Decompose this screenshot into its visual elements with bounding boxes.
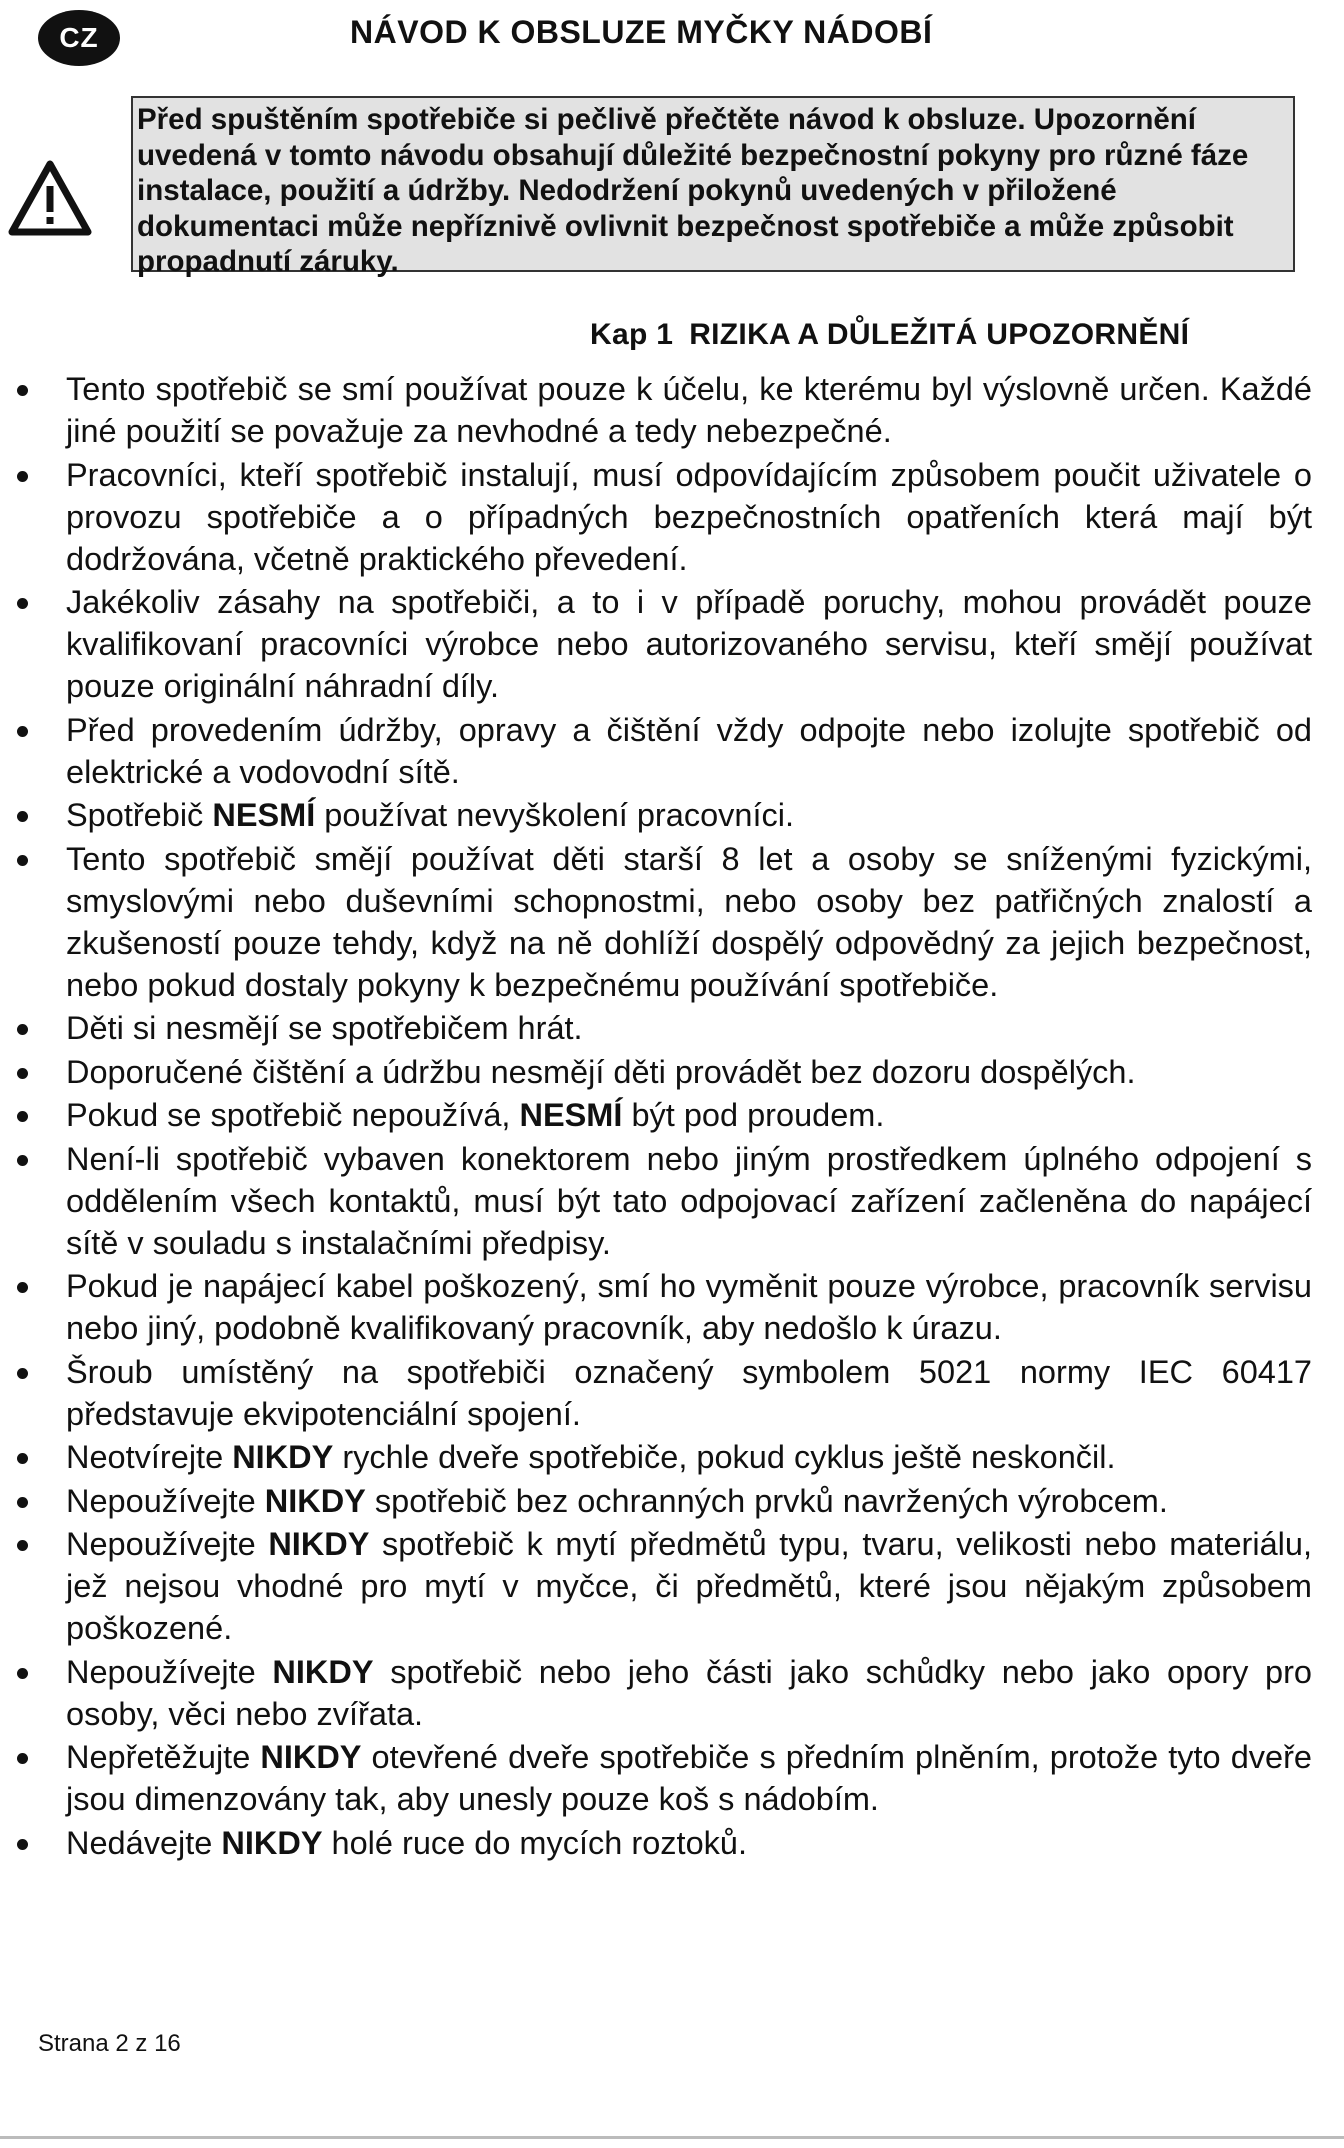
list-item-text: Tento spotřebič smějí používat děti starší 8 let a osoby se sníženými fyzickými, smyslovými nebo duševními schopnostmi, nebo osoby bez patřičných znalostí a zkušeností pouze tehdy, když na ně dohlíží dospělý odpovědný za jejich bezpečnost, nebo pokud dostaly pokyny k bezpečnému používání spotřebiče. <box>66 840 1312 1003</box>
list-item-text: Pokud je napájecí kabel poškozený, smí ho vyměnit pouze výrobce, pracovník servisu nebo jiný, podobně kvalifikovaný pracovník, aby nedošlo k úrazu. <box>66 1268 1312 1346</box>
bullet-icon <box>17 598 28 609</box>
warning-triangle-icon <box>8 160 92 236</box>
list-item-text: holé ruce do mycích roztoků. <box>322 1824 747 1861</box>
list-item <box>0 1480 1312 1522</box>
list-item <box>0 1736 1312 1820</box>
list-item <box>0 1094 1312 1136</box>
bullet-icon <box>17 1155 28 1166</box>
bullet-icon <box>17 855 28 866</box>
bottom-divider <box>0 2136 1344 2139</box>
list-item-text: Nepoužívejte <box>66 1653 273 1690</box>
list-item <box>0 794 1312 836</box>
list-item <box>0 1007 1312 1049</box>
chapter-heading <box>590 318 1189 352</box>
list-item <box>0 1051 1312 1093</box>
list-item-text: Před provedením údržby, opravy a čištění vždy odpojte nebo izolujte spotřebič od elektrické a vodovodní sítě. <box>66 711 1312 790</box>
list-item-text: být pod proudem. <box>622 1097 885 1133</box>
list-item <box>0 1265 1312 1349</box>
bullet-icon <box>17 1839 28 1850</box>
bullet-icon <box>17 726 28 737</box>
bullet-icon <box>17 1497 28 1508</box>
bullet-icon <box>17 385 28 396</box>
list-item-text: Spotřebič <box>66 797 213 833</box>
chapter-number: Kap 1 <box>590 318 674 351</box>
list-item <box>0 1822 1312 1864</box>
bullet-icon <box>17 811 28 822</box>
emphasis-text: NIKDY <box>221 1824 323 1861</box>
bullet-icon <box>17 1453 28 1464</box>
bullet-icon <box>17 1668 28 1679</box>
list-item-text: otevřené dveře spotřebiče s předním plněním, protože tyto dveře jsou dimenzovány tak, aby unesly pouze koš s nádobím. <box>66 1739 1312 1817</box>
list-item <box>0 368 1312 452</box>
list-item-text: Nepoužívejte <box>66 1526 269 1562</box>
bullet-icon <box>17 471 28 482</box>
safety-rules-list <box>0 368 1312 1865</box>
list-item-text: Tento spotřebič se smí používat pouze k účelu, ke kterému byl výslovně určen. Každé jiné použití se považuje za nevhodné a tedy nebezpečné. <box>66 371 1312 449</box>
list-item-text: spotřebič nebo jeho části jako schůdky nebo jako opory pro osoby, věci nebo zvířata. <box>66 1653 1312 1732</box>
emphasis-text: NIKDY <box>272 1653 374 1690</box>
list-item-text: Nedávejte <box>66 1824 222 1861</box>
emphasis-text: NESMÍ <box>212 797 316 833</box>
list-item-text: Nepřetěžujte <box>66 1739 261 1775</box>
bullet-icon <box>17 1111 28 1122</box>
list-item <box>0 1436 1312 1478</box>
list-item-text: spotřebič bez ochranných prvků navržených výrobcem. <box>365 1482 1168 1519</box>
chapter-title: RIZIKA A DŮLEŽITÁ UPOZORNĚNÍ <box>689 318 1190 351</box>
safety-warning-box <box>131 96 1295 278</box>
list-item <box>0 1351 1312 1435</box>
list-item-text: Doporučené čištění a údržbu nesmějí děti provádět bez dozoru dospělých. <box>66 1053 1136 1090</box>
list-item-text: Děti si nesmějí se spotřebičem hrát. <box>66 1010 583 1046</box>
list-item-text: Šroub umístěný na spotřebiči označený symbolem 5021 normy IEC 60417 představuje ekvipotenciální spojení. <box>66 1353 1312 1432</box>
list-item-text: spotřebič k mytí předmětů typu, tvaru, velikosti nebo materiálu, jež nejsou vhodné pro mytí v myčce, či předmětů, které jsou nějakým způsobem poškozené. <box>66 1526 1312 1646</box>
list-item-text: Pokud se spotřebič nepoužívá, <box>66 1097 520 1133</box>
emphasis-text: NIKDY <box>232 1439 334 1475</box>
language-badge: CZ <box>38 10 120 66</box>
emphasis-text: NIKDY <box>260 1739 362 1775</box>
emphasis-text: NIKDY <box>268 1526 370 1562</box>
emphasis-text: NIKDY <box>264 1482 366 1519</box>
list-item <box>0 838 1312 1006</box>
list-item-text: používat nevyškolení pracovníci. <box>315 797 795 833</box>
list-item <box>0 709 1312 793</box>
list-item-text: Není-li spotřebič vybaven konektorem nebo jiným prostředkem úplného odpojení s oddělením všech kontaktů, musí být tato odpojovací zařízení začleněna do napájecí sítě v souladu s instalačními předpisy. <box>66 1140 1312 1261</box>
list-item-text: Nepoužívejte <box>66 1482 265 1519</box>
list-item <box>0 581 1312 707</box>
emphasis-text: NESMÍ <box>519 1097 623 1133</box>
list-item <box>0 1523 1312 1649</box>
bullet-icon <box>17 1282 28 1293</box>
list-item <box>0 1651 1312 1735</box>
list-item <box>0 454 1312 580</box>
list-item <box>0 1138 1312 1264</box>
document-title: NÁVOD K OBSLUZE MYČKY NÁDOBÍ <box>350 14 933 50</box>
page-number: Strana 2 z 16 <box>38 2030 181 2057</box>
bullet-icon <box>17 1540 28 1551</box>
list-item-text: Neotvírejte <box>66 1439 233 1475</box>
list-item-text: Pracovníci, kteří spotřebič instalují, musí odpovídajícím způsobem poučit uživatele o provozu spotřebiče a o případných bezpečnostních opatřeních která mají být dodržována, včetně praktického převedení. <box>66 456 1312 577</box>
bullet-icon <box>17 1068 28 1079</box>
list-item-text: Jakékoliv zásahy na spotřebiči, a to i v případě poruchy, mohou provádět pouze kvalifikovaní pracovníci výrobce nebo autorizovaného servisu, kteří smějí používat pouze originální náhradní díly. <box>66 584 1312 704</box>
bullet-icon <box>17 1368 28 1379</box>
bullet-icon <box>17 1753 28 1764</box>
safety-warning-text: Před spuštěním spotřebiče si pečlivě přečtěte návod k obsluze. Upozornění uvedená v tomto návodu obsahují důležité bezpečnostní pokyny pro různé fáze instalace, použití a údržby. Nedodržení pokynů uvedených v přiložené dokumentaci může nepříznivě ovlivnit bezpečnost spotřebiče a může způsobit propadnutí záruky. <box>137 103 1249 278</box>
bullet-icon <box>17 1024 28 1035</box>
list-item-text: rychle dveře spotřebiče, pokud cyklus ještě neskončil. <box>333 1439 1116 1475</box>
